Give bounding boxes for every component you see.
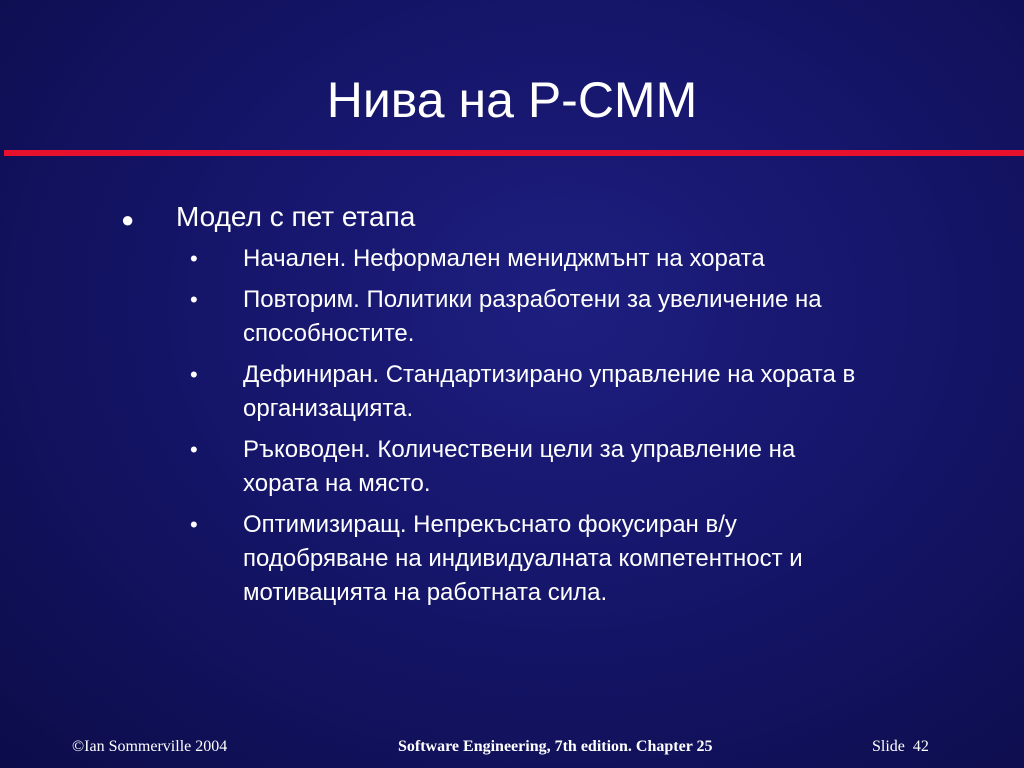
top-level-bullet-text: Модел с пет етапа	[176, 201, 416, 232]
sub-bullet-line: Повторим. Политики разработени за увеличение на	[243, 286, 822, 313]
sub-bullet-line: способностите.	[243, 320, 415, 347]
bullet-icon: ●	[121, 207, 135, 232]
sub-bullet-line: организацията.	[243, 395, 414, 422]
slide-label: Slide	[872, 738, 905, 755]
slide-number: 42	[912, 738, 929, 755]
sub-bullet-text	[243, 358, 983, 426]
sub-bullet-line: Начален. Неформален мениджмънт на хората	[243, 245, 765, 272]
slide-title: Нива на P-CMM	[326, 72, 698, 128]
footer-book-title: Software Engineering, 7th edition. Chapter 25	[398, 738, 713, 755]
sub-bullet-text	[243, 283, 983, 351]
sub-bullet-line: мотивацията на работната сила.	[243, 579, 608, 606]
sub-bullet-line: Ръководен. Количествени цели за управление на	[243, 436, 796, 463]
sub-bullet-line: хората на място.	[243, 470, 431, 497]
sub-bullet-text	[243, 508, 983, 610]
sub-bullet-text	[243, 433, 983, 501]
sub-bullet-icon: •	[190, 512, 198, 537]
sub-bullet-icon: •	[190, 287, 198, 312]
sub-bullet-text	[243, 242, 983, 276]
sub-bullet-line: Оптимизиращ. Непрекъснато фокусиран в/у	[243, 511, 737, 538]
sub-bullet-icon: •	[190, 362, 198, 387]
sub-bullet-line: Дефиниран. Стандартизирано управление на хората в	[243, 361, 856, 388]
sub-bullet-line: подобряване на индивидуалната компетентност и	[243, 545, 803, 572]
sub-bullet-icon: •	[190, 437, 198, 462]
footer-slide-number	[872, 737, 929, 757]
footer-copyright: ©Ian Sommerville 2004	[72, 738, 228, 755]
sub-bullet-icon: •	[190, 246, 198, 271]
